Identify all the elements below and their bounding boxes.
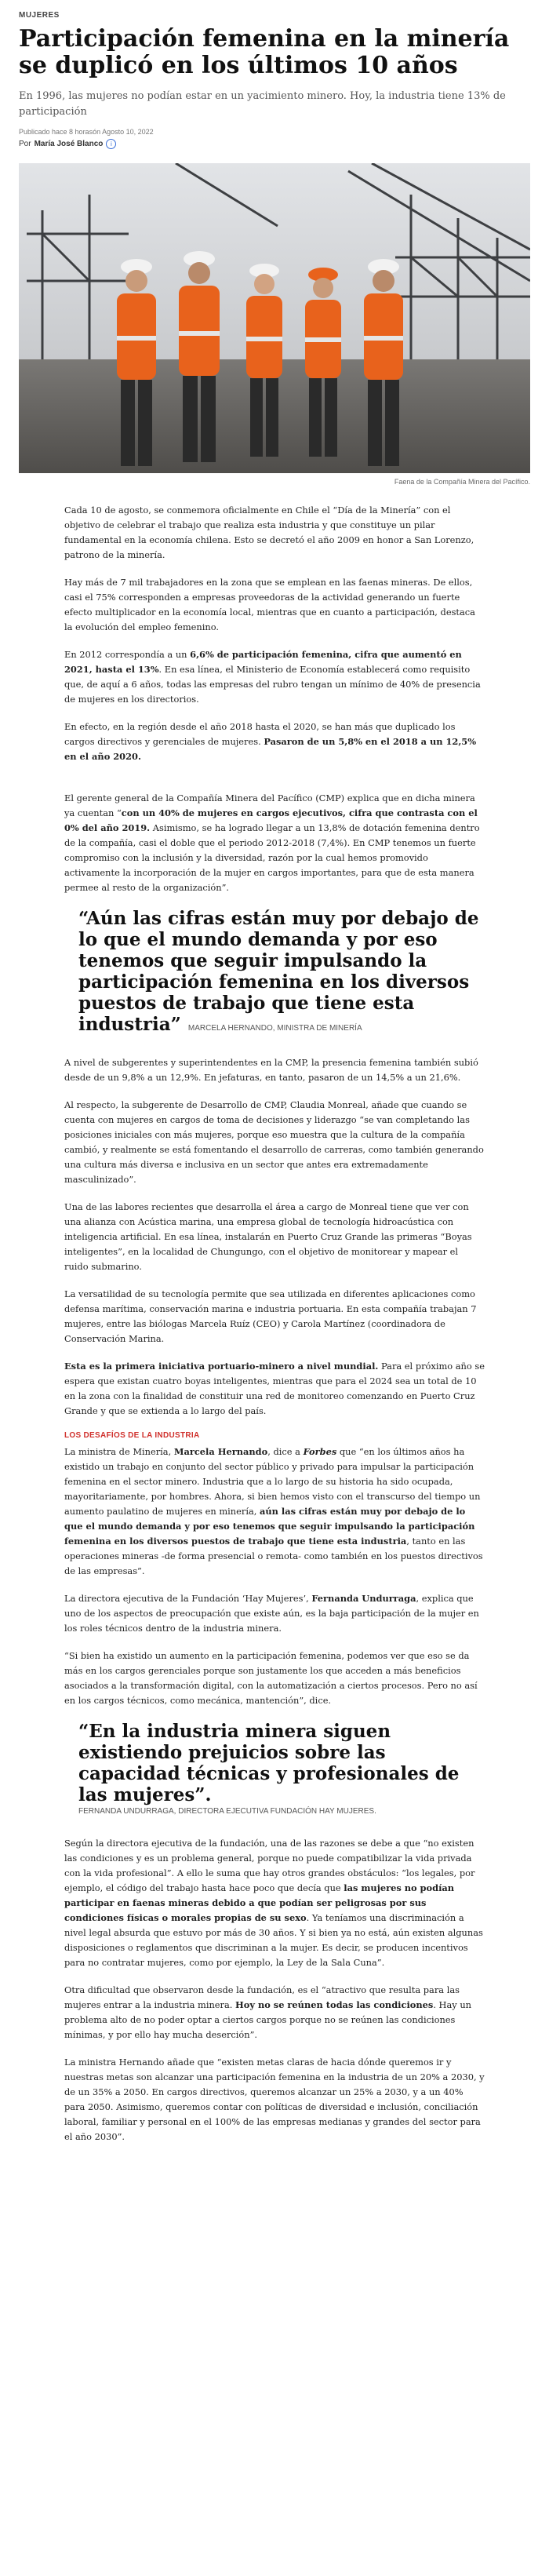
text-run: La directora ejecutiva de la Fundación ‘Hay Mujeres’, <box>64 1593 312 1604</box>
text-run: El gerente general de la Compañía Minera del Pacífico (CMP) explica que en dicha minera ya cuentan “ <box>64 792 475 818</box>
bold-text: Hoy no se reúnen todas las condiciones <box>235 1999 434 2010</box>
text-run: La versatilidad de su tecnología permite que sea utilizada en diferentes aplicaciones como defensa marítima, conservación marina e industria portuaria. En esta compañía trabajan 7 mujeres, entre las biólogas Marcela Ruíz (CEO) y Carola Martínez (coordinadora de Conservación Marina. <box>64 1288 477 1344</box>
article-body <box>0 503 549 2144</box>
text-run: Una de las labores recientes que desarrolla el área a cargo de Monreal tiene que ver con una alianza con Acústica marina, una empresa global de tecnología hidroacústica con inteligencia artificial. En esa línea, instalarán en Puerto Cruz Grande las primeras “Boyas inteligentes”, en la localidad de Chungungo, con el objetivo de monitorear y mapear el ruido submarino. <box>64 1201 472 1272</box>
bold-text: con un 40% de mujeres en cargos ejecutivos, cifra que contrasta con el 0% del año 2019. <box>64 807 478 833</box>
bold-text: Esta es la primera iniciativa portuario-minero a nivel mundial. <box>64 1361 379 1372</box>
text-run: La ministra Hernando añade que “existen metas claras de hacia dónde queremos ir y nuestras metas son alcanzar una participación femenina en la industria de un 20% a 2030, y de un 35% a 2050. En cargos directivos, queremos alcanzar un 25% a 2030, y a un 40% para 2050. Asimismo, queremos contar con políticas de diversidad e inclusión, conciliación laboral, familiar y personal en el 100% de las empresas medianas y grandes del sector para el año 2030”. <box>64 2057 485 2142</box>
hero-image <box>19 163 530 473</box>
text-run: . Hay un problema alto de no poder optar a ciertos cargos porque no se reúnen las condiciones mínimas, y por ello hay mucha deserción”. <box>64 1999 472 2040</box>
bold-text: Pasaron de un 5,8% en el 2018 a un 12,5% en el año 2020. <box>64 736 477 762</box>
text-run: , explica que uno de los aspectos de preocupación que existe aún, es la baja participación de la mujer en los roles técnicos dentro de la industria minera. <box>64 1593 479 1634</box>
text-run: que “en los últimos años ha existido un trabajo en conjunto del sector público y privado para impulsar la participación femenina en el sector minero. Industria que a lo largo de su historia ha sido ocupada, mayoritariamente, por hombres. Ahora, si bien hemos visto con el transcurso del tiempo un aumento paulatino de mujeres en minería, <box>64 1446 481 1517</box>
paragraph <box>64 1098 485 1187</box>
text-run: , dice a <box>267 1446 304 1457</box>
paragraph <box>64 1983 485 2042</box>
text-run: En efecto, en la región desde el año 2018 hasta el 2020, se han más que duplicado los cargos directivos y gerenciales de mujeres. <box>64 721 456 747</box>
article-title: Participación femenina en la minería se duplicó en los últimos 10 años <box>19 25 510 79</box>
text-run: A nivel de subgerentes y superintendentes en la CMP, la presencia femenina también subió desde de un 9,8% a un 12,9%. En jefaturas, en tanto, pasaron de un 14,5% a un 21,6%. <box>64 1057 478 1083</box>
quote-author: FERNANDA UNDURRAGA, DIRECTORA EJECUTIVA FUNDACIÓN HAY MUJERES. <box>78 1807 376 1816</box>
paragraph-group-1b <box>64 791 485 895</box>
publish-date: Publicado hace 8 horasón Agosto 10, 2022 <box>19 128 154 136</box>
paragraph <box>64 1359 485 1419</box>
paragraph-group-1 <box>64 503 485 764</box>
bold-text: 6,6% de participación femenina, cifra que aumentó en 2021, hasta el 13% <box>64 649 462 675</box>
paragraph <box>64 1055 485 1085</box>
article-header <box>0 0 549 149</box>
byline <box>19 139 530 149</box>
paragraph <box>64 575 485 635</box>
text-run: . Ya teníamos una discriminación a nivel legal absurda que estuvo por más de 30 años. Y si bien ya no está, aún existen algunas disposiciones o reglamentos que discriminan a la mujer. Es decir, se producen incentivos para no contratar mujeres, como por ejemplo, la Ley de la Sala Cuna”. <box>64 1912 483 1968</box>
text-run: “Si bien ha existido un aumento en la participación femenina, podemos ver que eso se da más en los cargos gerenciales porque son justamente los que acceden a más beneficios asociados a la transformación digital, con la automatización a ciertos procesos. Pero no así en los cargos técnicos, como mecánica, mantención”, dice. <box>64 1650 478 1706</box>
text-run: Hay más de 7 mil trabajadores en la zona que se emplean en las faenas mineras. De ellos, casi el 75% corresponden a empresas proveedoras de la actividad generando un fuerte efecto multiplicador en la economía local, mientras que en cuanto a participación, destaca la evolución del empleo femenino. <box>64 577 475 632</box>
paragraph <box>64 1445 485 1579</box>
article-subtitle: En 1996, las mujeres no podían estar en un yacimiento minero. Hoy, la industria tiene 13% de participación <box>19 90 506 118</box>
paragraph <box>64 720 485 764</box>
paragraph <box>64 791 485 895</box>
paragraph <box>64 1200 485 1274</box>
paragraph <box>64 647 485 707</box>
paragraph-group-4 <box>64 1836 485 2144</box>
bold-text: Marcela Hernando <box>173 1446 268 1457</box>
bold-text: las mujeres no podían participar en faenas mineras debido a que podían ser peligrosas por sus condiciones físicas o morales propias de su sexo <box>64 1882 455 1923</box>
text-run: . En esa línea, el Ministerio de Economía establecerá como requisito que, de aquí a 6 años, todas las empresas del rubro tengan un mínimo de 40% de presencia de mujeres en los directorios. <box>64 664 481 705</box>
text-run: Otra dificultad que observaron desde la fundación, es el “atractivo que resulta para las mujeres entrar a la industria minera. <box>64 1984 460 2010</box>
paragraph <box>64 1649 485 1708</box>
text-run: Asimismo, se ha logrado llegar a un 13,8% de dotación femenina dentro de la compañía, casi el doble que el periodo 2012-2018 (7,4%). En CMP tenemos un fuerte compromiso con la inclusión y la diversidad, razón por la cual hemos promovido activamente la incorporación de la mujer en cargos importantes, para que de esta manera permee al resto de la organización”. <box>64 822 480 893</box>
section-tag[interactable]: MUJERES <box>19 11 60 20</box>
text-run: Cada 10 de agosto, se conmemora oficialmente en Chile el “Día de la Minería” con el objetivo de celebrar el trabajo que realiza esta industria y que constituye un pilar fundamental en la economía chilena. Esto se decretó el año 2009 en honor a San Lorenzo, patrono de la minería. <box>64 505 474 560</box>
paragraph-group-2 <box>64 1055 485 1419</box>
bold-text: Fernanda Undurraga <box>311 1593 416 1604</box>
paragraph <box>64 1591 485 1636</box>
pull-quote-1 <box>78 908 485 1035</box>
text-run: Al respecto, la subgerente de Desarrollo de CMP, Claudia Monreal, añade que cuando se cuenta con mujeres en cargos de toma de decisiones y liderazgo “se van completando las posiciones iniciales con más mujeres, porque eso muestra que la cultura de la compañía cambió, y realmente se está fomentando el desarrollo de carreras, como también generando una cultura más diversa e inclusiva en un sector que antes era extremadamente masculinizado”. <box>64 1099 484 1185</box>
text-run: La ministra de Minería, <box>64 1446 174 1457</box>
bold-text: aún las cifras están muy por debajo de lo que el mundo demanda y por eso tenemos que seguir impulsando la participación femenina en los diversos puestos de trabajo que tiene esta industria <box>64 1506 475 1547</box>
image-caption: Faena de la Compañía Minera del Pacífico. <box>394 478 530 486</box>
section-subheading: LOS DESAFÍOS DE LA INDUSTRIA <box>64 1431 200 1440</box>
text-run: Según la directora ejecutiva de la fundación, una de las razones se debe a que “no existen las condiciones y es un problema general, porque no puede compatibilizar la vida privada con la vida profesional”. A ello le suma que hay otros grandes obstáculos: “los legales, por ejemplo, el código del trabajo hasta hace poco que decía que <box>64 1838 475 1893</box>
text-run: , tanto en las operaciones mineras -de forma presencial o remota- como también en los puestos directivos de las empresas”. <box>64 1536 483 1576</box>
pull-quote-2 <box>78 1721 485 1816</box>
quote-text: “En la industria minera siguen existiendo prejuicios sobre las capacidad técnicas y profesionales de las mujeres”. <box>78 1721 460 1805</box>
info-icon[interactable]: i <box>106 139 116 149</box>
bold-text: Forbes <box>303 1446 337 1457</box>
paragraph <box>64 503 485 563</box>
text-run: Para el próximo año se espera que existan cuatro boyas inteligentes, mientras que para el 2024 sea un total de 10 en la zona con la finalidad de constituir una red de monitoreo comenzando en Puerto Cruz Grande y que se extienda a lo largo del país. <box>64 1361 485 1416</box>
author-name[interactable]: María José Blanco <box>34 140 104 148</box>
quote-text: “Aún las cifras están muy por debajo de lo que el mundo demanda y por eso tenemos que seguir impulsando la participación femenina en los diversos puestos de trabajo que tiene esta industria” <box>78 908 479 1035</box>
paragraph <box>64 1287 485 1346</box>
paragraph <box>64 2055 485 2144</box>
author-prefix: Por <box>19 140 31 148</box>
paragraph-group-3 <box>64 1445 485 1708</box>
text-run: En 2012 correspondía a un <box>64 649 191 660</box>
quote-author: MARCELA HERNANDO, MINISTRA DE MINERÍA <box>187 1024 362 1033</box>
mining-workers-photo <box>19 163 530 473</box>
paragraph <box>64 1836 485 1970</box>
